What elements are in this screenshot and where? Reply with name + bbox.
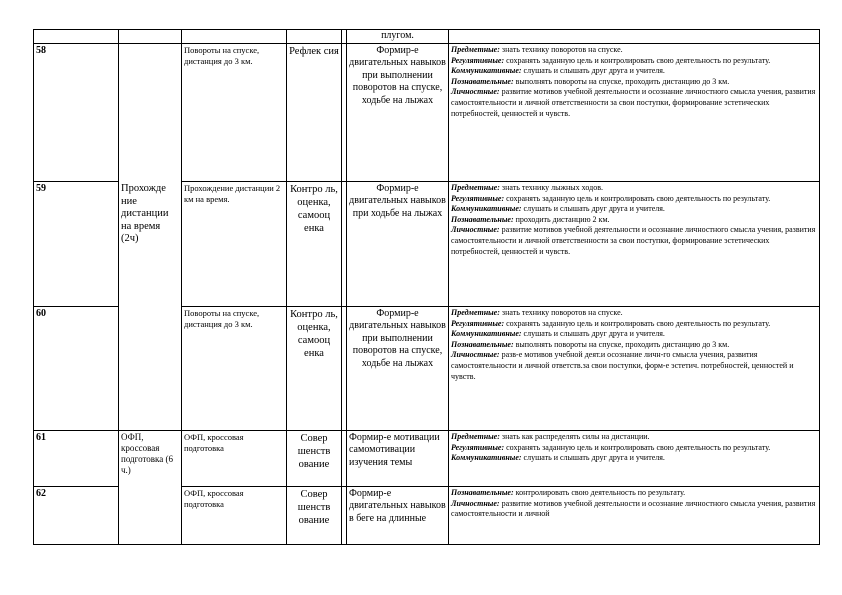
label-regulatory: Регулятивные: xyxy=(451,55,505,65)
result-personal: разв-е мотивов учебной деят.и осознание личн-го смысла учения, развития самостоятельности и личной ответств.за свои поступки, форм-е эстетич. потребностей, ценностей и чувств. xyxy=(451,350,794,381)
label-subject: Предметные: xyxy=(451,432,500,441)
lesson-plan-table xyxy=(33,29,820,545)
results-cell xyxy=(449,182,820,307)
label-communicative: Коммуникативные: xyxy=(451,204,522,214)
lesson-topic: Повороты на спуске, дистанция до 3 км. xyxy=(182,44,287,182)
activity-text: Формир-е двигательных навыков при выполнении поворотов на спуске, ходьбе на лыжах xyxy=(347,307,449,431)
label-cognitive: Познавательные: xyxy=(451,488,514,497)
results-cell xyxy=(449,431,820,487)
row-number: 59 xyxy=(34,182,119,307)
result-regulatory: сохранять заданную цель и контролировать свою деятельность по результату. xyxy=(504,55,771,65)
results-cell xyxy=(449,307,820,431)
results-cell xyxy=(449,44,820,182)
result-regulatory: сохранять заданную цель и контролировать свою деятельность по результату. xyxy=(504,442,771,452)
row-number: 61 xyxy=(34,431,119,487)
lesson-type: Совер шенств ование xyxy=(287,487,342,545)
lesson-topic: ОФП, кроссовая подготовка xyxy=(182,431,287,487)
lesson-topic: Прохождение дистанции 2 км на время. xyxy=(182,182,287,307)
activity-text: Формир-е двигательных навыков в беге на длинные xyxy=(347,487,449,545)
result-communicative: слушать и слышать друг друга и учителя. xyxy=(521,453,665,463)
label-communicative: Коммуникативные: xyxy=(451,329,522,339)
cell-empty xyxy=(449,30,820,44)
label-subject: Предметные: xyxy=(451,45,500,54)
label-cognitive: Познавательные: xyxy=(451,76,514,86)
row-number: 60 xyxy=(34,307,119,431)
label-regulatory: Регулятивные: xyxy=(451,193,505,203)
result-personal: развитие мотивов учебной деятельности и осознание личностного смысла учения, развития самостоятельности и личной ответственности за свои поступки, формирование эстетических потребностей, ценностей и чувств. xyxy=(451,87,816,118)
lesson-type: Совер шенств ование xyxy=(287,431,342,487)
label-communicative: Коммуникативные: xyxy=(451,453,522,463)
label-personal: Личностные: xyxy=(451,498,500,508)
results-cell xyxy=(449,487,820,545)
row-number: 58 xyxy=(34,44,119,182)
cell-empty xyxy=(287,30,342,44)
lesson-topic: ОФП, кроссовая подготовка xyxy=(182,487,287,545)
result-communicative: слушать и слышать друг друга и учителя. xyxy=(521,204,665,214)
result-regulatory: сохранять заданную цель и контролировать свою деятельность по результату. xyxy=(504,318,771,328)
result-subject: знать технику поворотов на спуске. xyxy=(499,45,623,54)
activity-text: Формир-е мотивации самомотивации изучения темы xyxy=(347,431,449,487)
row-number: 62 xyxy=(34,487,119,545)
activity-text: Формир-е двигательных навыков при ходьбе на лыжах xyxy=(347,182,449,307)
result-personal: развитие мотивов учебной деятельности и осознание личностного смысла учения, развития самостоятельности и личной ответственности за свои поступки, формирование эстетических потребностей, ценностей и чувств. xyxy=(451,225,816,256)
label-cognitive: Познавательные: xyxy=(451,339,514,349)
cell-empty xyxy=(34,30,119,44)
result-personal: развитие мотивов учебной деятельности и осознание личностного смысла учения, развития самостоятельности и личной xyxy=(451,498,816,519)
result-subject: знать технику поворотов на спуске. xyxy=(499,308,623,317)
result-subject: знать как распределять силы на дистанции. xyxy=(499,432,650,441)
label-subject: Предметные: xyxy=(451,183,500,192)
lesson-type: Рефлек сия xyxy=(287,44,342,182)
table-row xyxy=(34,44,820,182)
label-regulatory: Регулятивные: xyxy=(451,318,505,328)
topic-text: ОФП, кроссовая подготовка (6 ч.) xyxy=(119,431,182,545)
result-cognitive: выполнять повороты на спуске, проходить дистанцию до 3 км. xyxy=(513,76,730,86)
lesson-topic: Повороты на спуске, дистанция до 3 км. xyxy=(182,307,287,431)
result-communicative: слушать и слышать друг друга и учителя. xyxy=(521,329,665,339)
table-row xyxy=(34,431,820,487)
label-personal: Личностные: xyxy=(451,225,500,235)
label-subject: Предметные: xyxy=(451,308,500,317)
topic-text: Прохожде ние дистанции на время (2ч) xyxy=(121,183,169,244)
result-regulatory: сохранять заданную цель и контролировать свою деятельность по результату. xyxy=(504,193,771,203)
cell-empty xyxy=(182,30,287,44)
cell-empty xyxy=(119,30,182,44)
label-regulatory: Регулятивные: xyxy=(451,442,505,452)
label-cognitive: Познавательные: xyxy=(451,214,514,224)
result-communicative: слушать и слышать друг друга и учителя. xyxy=(521,66,665,76)
result-subject: знать технику лыжных ходов. xyxy=(499,183,603,192)
table-row-carry-over xyxy=(34,30,820,44)
lesson-type: Контро ль, оценка, самооц енка xyxy=(287,307,342,431)
label-personal: Личностные: xyxy=(451,87,500,97)
carry-over-text: плугом. xyxy=(347,30,449,44)
activity-text: Формир-е двигательных навыков при выполнении поворотов на спуске, ходьбе на лыжах xyxy=(347,44,449,182)
label-personal: Личностные: xyxy=(451,350,500,360)
result-cognitive: контролировать свою деятельность по результату. xyxy=(513,488,686,497)
topic-cell xyxy=(119,44,182,431)
label-communicative: Коммуникативные: xyxy=(451,66,522,76)
lesson-type: Контро ль, оценка, самооц енка xyxy=(287,182,342,307)
result-cognitive: выполнять повороты на спуске, проходить дистанцию до 3 км. xyxy=(513,339,730,349)
result-cognitive: проходить дистанцию 2 км. xyxy=(513,214,610,224)
